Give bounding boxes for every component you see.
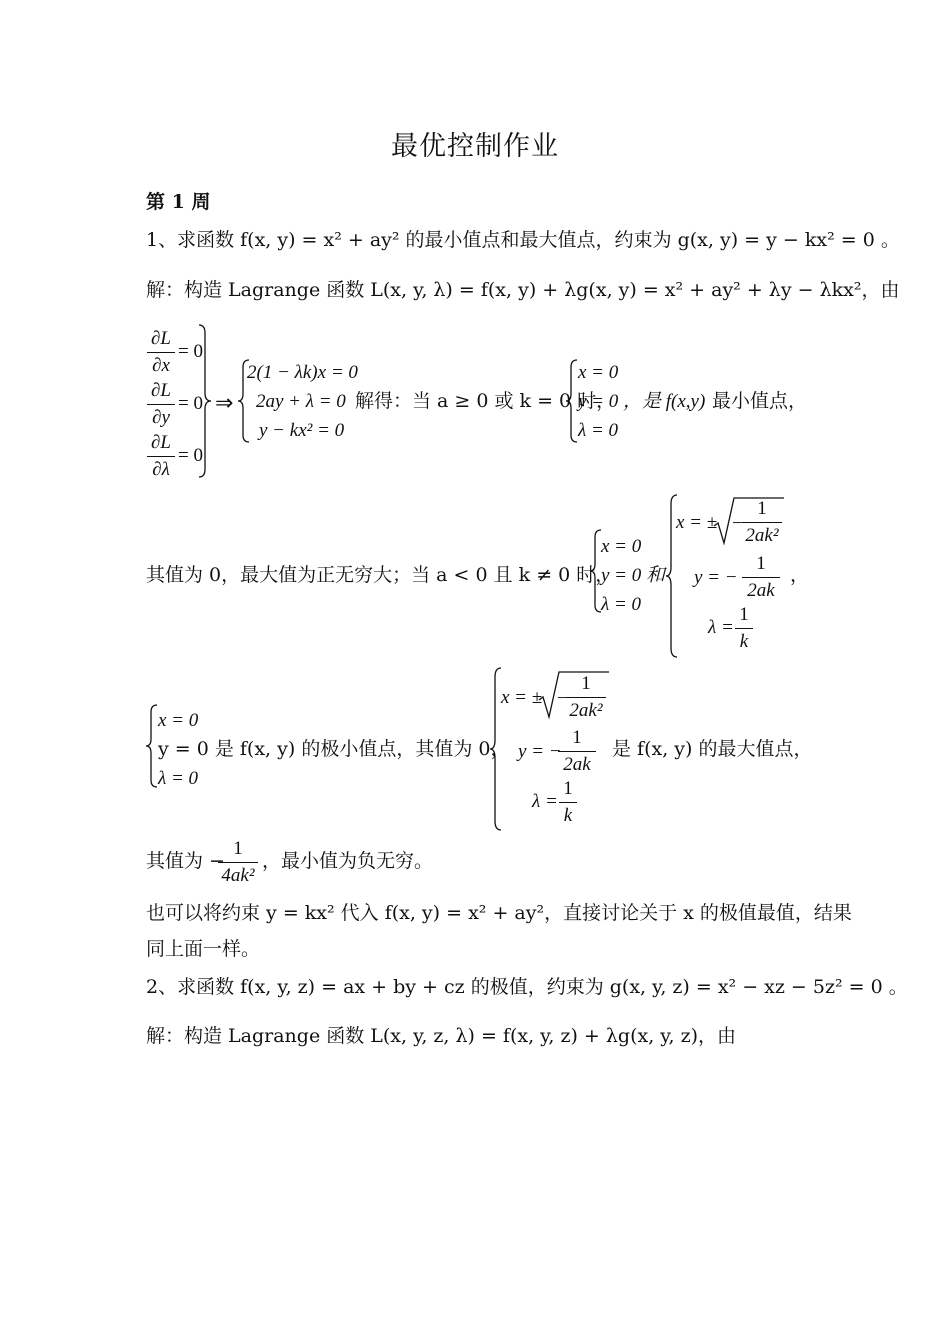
solution-1-intro: 解：构造 Lagrange 函数 L(x, y, λ) = f(x, y) + λg(x, y) = x² + ay² + λy − λkx²，由 — [146, 279, 900, 301]
equation: λ = 0 — [158, 768, 199, 789]
fraction: ∂L ∂x — [147, 328, 175, 377]
equation: x = ± — [676, 512, 718, 533]
text: y = 0 是 f(x, y) 的极小值点，其值为 0， — [158, 738, 510, 760]
fraction: 1 k — [559, 778, 577, 827]
equation: x = 0 — [578, 362, 619, 383]
equation: = 0 — [178, 341, 203, 362]
right-brace — [198, 325, 212, 477]
fraction: 1 2ak² — [742, 498, 782, 547]
equation: y = 0 和 — [601, 565, 666, 586]
equation: 2ay + λ = 0 — [256, 391, 346, 412]
text: ，最小值为负无穷。 — [262, 850, 434, 872]
equation: y − kx² = 0 — [259, 420, 345, 441]
text: 是 f(x, y) 的最大值点， — [612, 738, 813, 760]
equation: y = − — [518, 741, 562, 762]
fraction: ∂L ∂y — [147, 380, 175, 429]
text: ， — [790, 564, 810, 586]
equation: = 0 — [178, 445, 203, 466]
fraction: 1 4ak² — [218, 838, 258, 887]
equation: y = − — [694, 567, 738, 588]
text: 最小值点， — [712, 390, 808, 412]
equation: x = 0 — [601, 536, 642, 557]
equation: λ = — [708, 617, 734, 638]
left-brace — [566, 360, 578, 442]
left-brace — [146, 705, 158, 787]
minus: − — [732, 513, 743, 534]
minus: − — [557, 688, 568, 709]
text: 其值为 0，最大值为正无穷大；当 a < 0 且 k ≠ 0 时， — [146, 564, 615, 586]
text: 其值为 − — [146, 850, 225, 872]
fraction: 1 2ak — [558, 727, 596, 776]
equation: y = 0 ，是 f(x,y) — [578, 391, 706, 412]
fraction: 1 k — [735, 604, 753, 653]
page-title: 最优控制作业 — [391, 131, 559, 162]
solution-2-intro: 解：构造 Lagrange 函数 L(x, y, z, λ) = f(x, y, z) + λg(x, y, z)，由 — [146, 1025, 737, 1047]
equation: = 0 — [178, 393, 203, 414]
equation: x = ± — [501, 687, 543, 708]
equation: 2(1 − λk)x = 0 — [247, 362, 358, 383]
week-heading: 第 1 周 — [146, 191, 211, 213]
equation: x = 0 — [158, 710, 199, 731]
equation: λ = 0 — [601, 594, 642, 615]
paragraph: 同上面一样。 — [146, 938, 261, 960]
fraction: 1 2ak — [742, 553, 780, 602]
problem-1: 1、求函数 f(x, y) = x² + ay² 的最小值点和最大值点，约束为 g(x, y) = y − kx² = 0 。 — [146, 229, 900, 251]
implies-arrow: ⇒ — [215, 390, 234, 415]
fraction: ∂L ∂λ — [147, 432, 175, 481]
fraction: 1 2ak² — [566, 673, 606, 722]
paragraph: 也可以将约束 y = kx² 代入 f(x, y) = x² + ay²，直接讨论关于 x 的极值最值，结果 — [146, 902, 852, 924]
equation: λ = — [532, 791, 558, 812]
condition-text: 解得：当 a ≥ 0 或 k = 0 时， — [355, 390, 616, 412]
problem-2: 2、求函数 f(x, y, z) = ax + by + cz 的极值，约束为 g(x, y, z) = x² − xz − 5z² = 0 。 — [146, 976, 908, 998]
equation: λ = 0 — [578, 420, 619, 441]
